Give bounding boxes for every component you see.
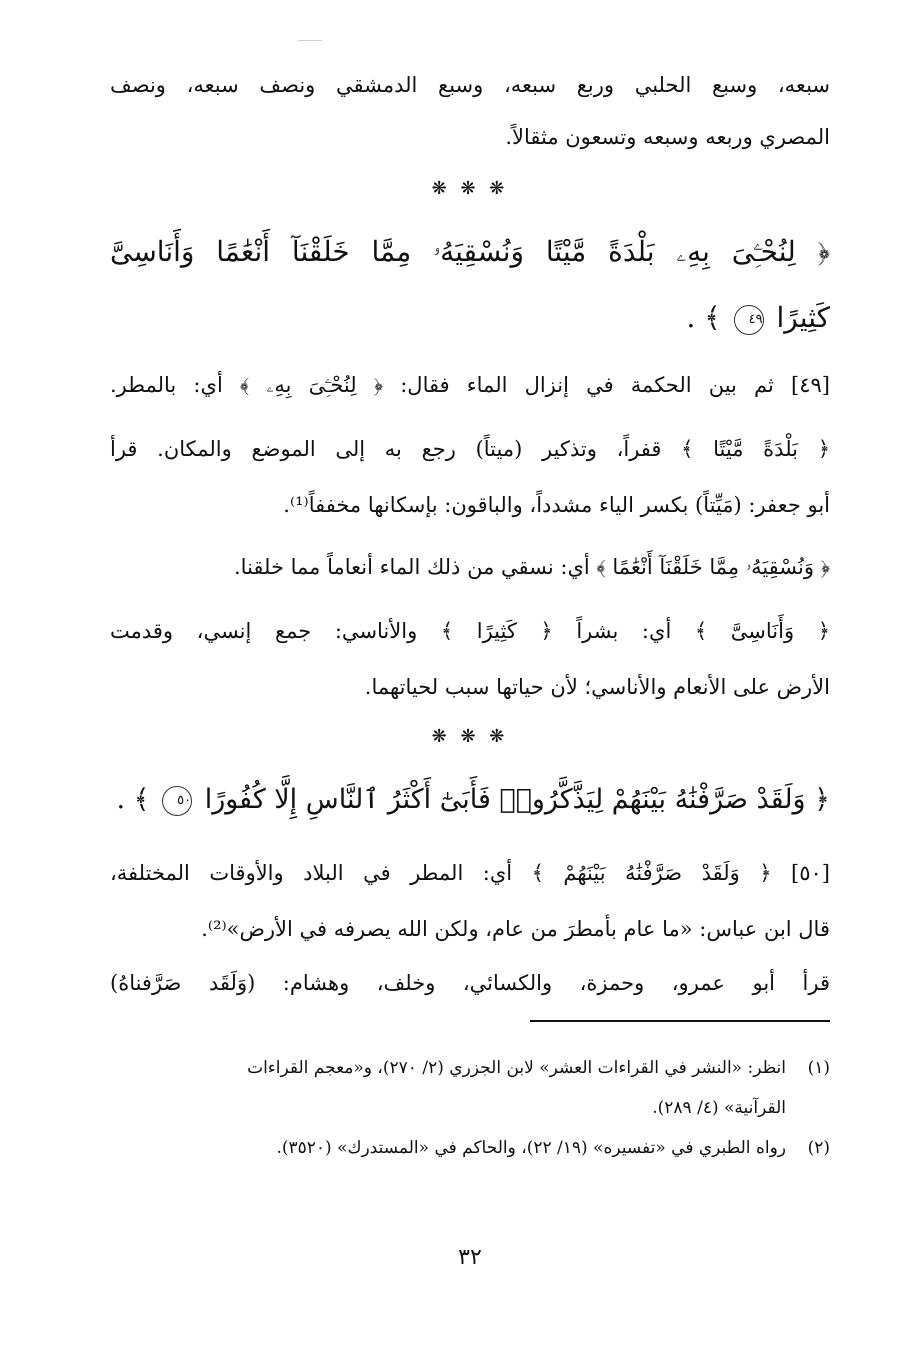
- commentary-line: [٥٠] ﴿ وَلَقَدْ صَرَّفْنَٰهُ بَيْنَهُمْ ﴾ أي: المطر في البلاد والأوقات المختلفة،: [110, 861, 830, 885]
- commentary-line: قال ابن عباس: «ما عام بأمطرَ من عام، ولكن الله يصرفه في الأرض»⁽²⁾.: [201, 917, 830, 941]
- commentary-line: ﴿ بَلْدَةً مَّيْتًا ﴾ قفراً، وتذكير (ميتاً) رجع به إلى الموضع والمكان. قرأ: [110, 437, 830, 461]
- footnote-line: القرآنية» (٤/ ٢٨٩).: [652, 1098, 786, 1118]
- commentary-line: قرأ أبو عمرو، وحمزة، والكسائي، وخلف، وهشام: (وَلَقَد صَرَّفناهُ): [110, 971, 830, 995]
- quran-verse-text: ﴿ وَلَقَدْ صَرَّفْنَٰهُ بَيْنَهُمْ لِيَذَّكَّرُوا۟ فَأَبَىٰٓ أَكْثَرُ ٱلنَّاسِ إِلَّا كُفُورًا: [204, 784, 830, 815]
- footnote-line: [110, 1054, 830, 1082]
- footnote-line: [110, 1134, 830, 1162]
- footnote-number: (١): [807, 1058, 830, 1078]
- footnote-divider: [530, 1020, 830, 1022]
- paragraph-line: سبعه، وسبع الحلبي وربع سبعه، وسبع الدمشقي ونصف سبعه، ونصف: [110, 73, 830, 97]
- section-separator: ❋ ❋ ❋: [431, 726, 509, 747]
- verse-number-marker: ٤٩: [734, 305, 764, 335]
- quran-verse-line: [110, 296, 830, 340]
- paragraph-line: المصري وربعه وسبعه وتسعون مثقالاً.: [505, 125, 830, 149]
- verse-number-marker: ٥٠: [162, 786, 192, 816]
- footnote-text: رواه الطبري في «تفسيره» (١٩/ ٢٢)، والحاكم في «المستدرك» (٣٥٢٠).: [276, 1138, 786, 1158]
- book-page: [110, 0, 830, 1368]
- quran-verse-line: [110, 778, 830, 822]
- commentary-line: [٤٩] ثم بين الحكمة في إنزال الماء فقال: ﴿ لِنُحْـِۧىَ بِهِۦ ﴾ أي: بالمطر.: [110, 373, 830, 397]
- quran-verse-text: كَثِيرًا: [776, 301, 830, 334]
- commentary-line: الأرض على الأنعام والأناسي؛ لأن حياتها سبب لحياتهما.: [364, 675, 830, 699]
- scan-mark: [298, 40, 322, 41]
- section-separator: ❋ ❋ ❋: [431, 178, 509, 199]
- quran-bracket-close: ﴾ .: [686, 301, 721, 334]
- footnote-number: (٢): [807, 1138, 830, 1158]
- commentary-line: أبو جعفر: (مَيِّتاً) بكسر الياء مشدداً، والباقون: بإسكانها مخففاً⁽¹⁾.: [283, 493, 830, 517]
- commentary-line: ﴿ وَنُسْقِيَهُۥ مِمَّا خَلَقْنَآ أَنْعَٰمًا ﴾ أي: نسقي من ذلك الماء أنعاماً مما خلقنا.: [234, 555, 830, 579]
- commentary-line: ﴿ وَأَنَاسِىَّ ﴾ أي: بشراً ﴿ كَثِيرًا ﴾ والأناسي: جمع إنسي، وقدمت: [110, 619, 830, 643]
- quran-verse-line: ﴿ لِنُحْـِۧىَ بِهِۦ بَلْدَةً مَّيْتًا وَنُسْقِيَهُۥ مِمَّا خَلَقْنَآ أَنْعَٰمًا وَأَنَاسِىَّ: [110, 235, 830, 268]
- quran-bracket-close: ﴾ .: [116, 784, 150, 815]
- page-number: ٣٢: [458, 1245, 482, 1270]
- footnote-text: انظر: «النشر في القراءات العشر» لابن الجزري (٢/ ٢٧٠)، و«معجم القراءات: [247, 1058, 786, 1078]
